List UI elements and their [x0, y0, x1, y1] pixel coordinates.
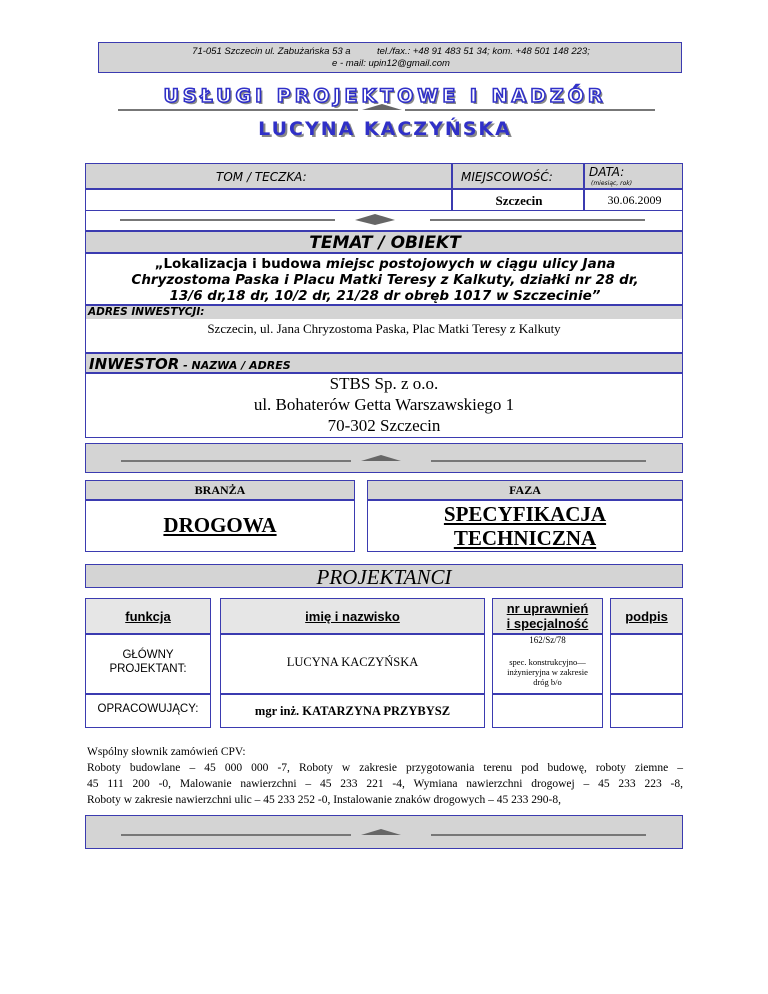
row2-nr-cell [492, 694, 603, 728]
temat-heading-cell [85, 231, 683, 253]
faza-label-cell [367, 480, 683, 500]
owner-name: LUCYNA KACZYŃSKA [258, 118, 512, 140]
info-divider-right [430, 219, 645, 221]
faza-value-line2: TECHNICZNA [453, 526, 597, 550]
data-value-cell [584, 189, 683, 211]
temat-line2: Chryzostoma Paska i Placu Matki Teresy z Kalkuty, działki nr 28 dr, [131, 272, 639, 288]
cpv-block [87, 744, 683, 808]
branza-value: DROGOWA [163, 513, 277, 537]
table-header-imie [220, 598, 485, 634]
row1-spec-line1: spec. konstrukcyjno— [509, 657, 586, 667]
adres-value: Szczecin, ul. Jana Chryzostoma Paska, Plac Matki Teresy z Kalkuty [207, 321, 561, 336]
row1-spec-line2: inżynieryjna w zakresie [507, 667, 588, 677]
title-divider-left [118, 109, 358, 111]
temat-body-cell [85, 253, 683, 305]
row1-nr-cell [492, 634, 603, 694]
data-sublabel: (miesiąc, rok) [591, 180, 633, 187]
info-divider-left [120, 219, 335, 221]
inwestor-label-main: INWESTOR [89, 355, 180, 373]
col-nr-line2: i specjalność [506, 616, 589, 631]
decor-band-2-line-left [121, 834, 351, 836]
faza-value-line1: SPECYFIKACJA [443, 502, 607, 526]
company-title: USŁUGI PROJEKTOWE I NADZÓR [163, 85, 607, 107]
row1-imie-cell [220, 634, 485, 694]
inwestor-line1: STBS Sp. z o.o. [329, 374, 439, 393]
col-podpis: podpis [625, 609, 668, 624]
projektanci-heading-cell [85, 564, 683, 588]
miejscowosc-value-cell [452, 189, 584, 211]
title-divider-diamond [362, 104, 402, 110]
decor-band-2-diamond [361, 829, 401, 835]
inwestor-label-sub: - NAZWA / ADRES [179, 359, 291, 372]
decor-band-2-line-right [431, 834, 646, 836]
inwestor-line3: 70-302 Szczecin [327, 416, 441, 435]
info-divider-diamond-lower [355, 220, 395, 225]
inwestor-label [89, 354, 291, 373]
cpv-line1: Wspólny słownik zamówień CPV: [87, 746, 246, 758]
table-header-funkcja [85, 598, 211, 634]
adres-label: ADRES INWESTYCJI: [88, 306, 205, 318]
decor-band-1 [85, 443, 683, 473]
row2-funkcja: OPRACOWUJĄCY: [97, 703, 199, 715]
decor-band-2 [85, 815, 683, 849]
branza-label-cell [85, 480, 355, 500]
decor-band-1-line-right [431, 460, 646, 462]
temat-heading: TEMAT / OBIEKT [309, 233, 461, 253]
data-label-cell [584, 163, 683, 189]
cpv-line3: 45 111 200 -0, Malowanie nawierzchni – 45 233 221 -4, Wymiana nawierzchni drogowej – 45 233 223 -8, [87, 778, 683, 790]
decor-band-1-line-left [121, 460, 351, 462]
col-imie: imię i nazwisko [305, 609, 400, 624]
row1-nr: 162/Sz/78 [529, 635, 566, 645]
inwestor-body-cell [85, 373, 683, 438]
temat-line1 [86, 256, 684, 272]
decor-band-1-diamond [361, 455, 401, 461]
branza-value-cell [85, 500, 355, 552]
title-divider-right [405, 109, 655, 111]
header-address-box [98, 42, 682, 73]
col-funkcja: funkcja [125, 609, 171, 624]
row2-podpis-cell [610, 694, 683, 728]
row1-funkcja-line2: PROJEKTANT: [109, 663, 187, 675]
miejscowosc-value: Szczecin [495, 193, 543, 208]
header-email-line: e - mail: upin12@gmail.com [332, 58, 450, 69]
row1-funkcja-cell [85, 634, 211, 694]
row1-imie: LUCYNA KACZYŃSKA [286, 655, 419, 669]
row1-funkcja-line1: GŁÓWNY [122, 649, 174, 661]
row1-podpis-cell [610, 634, 683, 694]
row2-imie-cell [220, 694, 485, 728]
table-header-podpis [610, 598, 683, 634]
branza-label: BRANŻA [194, 483, 246, 497]
tom-label-cell [85, 163, 452, 189]
tom-label: TOM / TECZKA: [216, 170, 307, 184]
miejscowosc-label-cell [452, 163, 584, 189]
header-address-line: 71-051 Szczecin ul. Zabużańska 53 a tel./fax.: +48 91 483 51 34; kom. +48 501 148 223; [192, 46, 590, 57]
faza-value-cell [367, 500, 683, 552]
cpv-line2: Roboty budowlane – 45 000 000 -7, Roboty w zakresie przygotowania terenu pod budowę, roboty ziemne – [87, 762, 683, 774]
projektanci-heading: PROJEKTANCI [316, 565, 452, 589]
table-header-nr [492, 598, 603, 634]
col-nr-line1: nr uprawnień [506, 601, 589, 616]
inwestor-label-cell [85, 353, 683, 373]
temat-line1-italic: miejsc postojowych w ciągu ulicy Jana [321, 256, 616, 272]
temat-line1-bold: „Lokalizacja i budowa [154, 256, 322, 272]
faza-label: FAZA [509, 483, 541, 497]
row2-imie: mgr inż. KATARZYNA PRZYBYSZ [254, 704, 451, 718]
tom-value-cell [85, 189, 452, 211]
row2-funkcja-cell [85, 694, 211, 728]
data-value: 30.06.2009 [607, 193, 662, 207]
temat-line3: 13/6 dr,18 dr, 10/2 dr, 21/28 dr obręb 1017 w Szczecinie” [169, 288, 601, 304]
data-label: DATA: [589, 165, 625, 179]
cpv-line4: Roboty w zakresie nawierzchni ulic – 45 233 252 -0, Instalowanie znaków drogowych – 45 233 290-8, [87, 794, 561, 806]
row1-spec-line3: dróg b/o [533, 677, 562, 687]
adres-cell [85, 305, 683, 353]
miejscowosc-label: MIEJSCOWOŚĆ: [461, 170, 553, 184]
inwestor-line2: ul. Bohaterów Getta Warszawskiego 1 [253, 395, 515, 414]
